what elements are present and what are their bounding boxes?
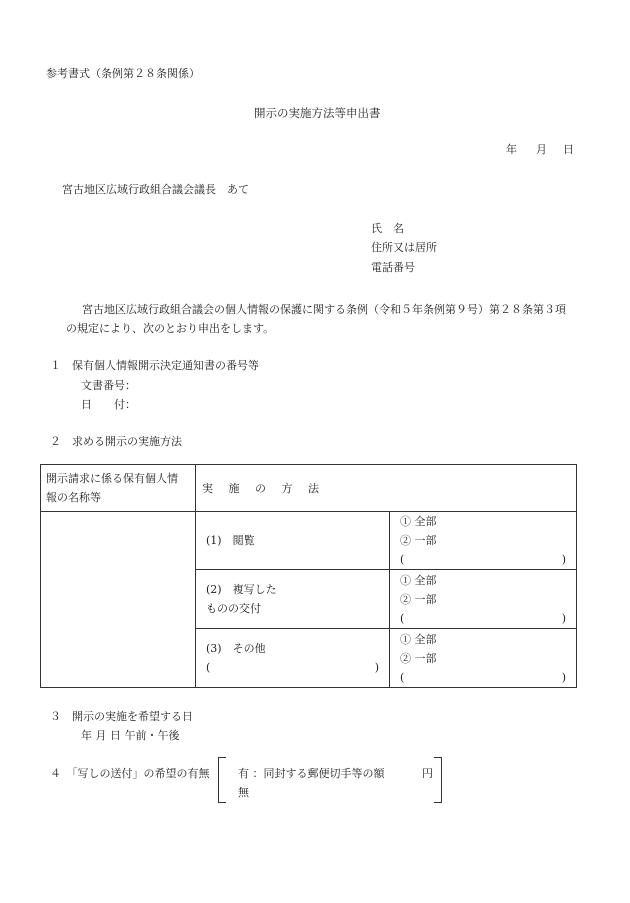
method-copy-label-2: ものの交付	[206, 602, 261, 615]
method-header-char: 法	[308, 482, 319, 495]
paren-close: )	[561, 670, 566, 684]
reference-format-label: 参考書式（条例第２８条関係）	[46, 67, 200, 80]
notice-date-label: 日 付：	[81, 398, 136, 411]
paren-open: (	[400, 553, 405, 566]
applicant-phone-label: 電話番号	[371, 261, 415, 274]
info-name-header-line-1: 開示請求に係る保有個人情	[46, 472, 178, 485]
options-other	[390, 629, 577, 688]
document-title: 開示の実施方法等申出書	[254, 106, 381, 120]
method-header-char: 施	[228, 482, 240, 495]
method-header-char: 実	[202, 482, 213, 495]
section2-heading: ２ 求める開示の実施方法	[50, 435, 182, 448]
addressee: 宮古地区広域行政組合議会議長 あて	[62, 183, 249, 196]
desired-date-line[interactable]: 年 月 日 午前・午後	[81, 729, 180, 742]
applicant-name-label: 氏 名	[371, 222, 404, 235]
method-other-detail[interactable]	[206, 658, 389, 677]
left-bracket	[218, 757, 226, 803]
option-part-detail[interactable]	[400, 550, 576, 569]
info-name-header-line-2: 報の名称等	[46, 491, 101, 504]
option-part-detail[interactable]	[400, 668, 576, 687]
method-header-char: 方	[281, 482, 293, 495]
applicant-address-label: 住所又は居所	[371, 241, 437, 254]
method-header-char: の	[255, 482, 266, 495]
method-other-label: (3) その他	[206, 642, 266, 655]
method-copy-label-1: (2) 複写した	[206, 583, 277, 596]
option-all[interactable]: ① 全部	[400, 632, 437, 646]
paren-open: (	[400, 670, 405, 684]
method-copy-delivery	[196, 570, 390, 629]
send-copy-yes[interactable]: 有 ：同封する郵便切手等の額	[238, 767, 385, 780]
option-part[interactable]: ② 一部	[400, 651, 437, 665]
info-name-header	[41, 465, 196, 512]
right-bracket	[434, 757, 442, 803]
option-all[interactable]: ① 全部	[400, 515, 437, 528]
section1-heading: １ 保有個人情報開示決定通知書の番号等	[50, 359, 259, 372]
disclosure-method-table	[40, 464, 577, 688]
paren-close: )	[561, 553, 566, 566]
option-all[interactable]: ① 全部	[400, 573, 437, 587]
date-month-label: 月	[536, 143, 547, 156]
method-inspection-label: (1) 閲覧	[206, 534, 255, 547]
method-other	[196, 629, 390, 688]
options-inspection	[390, 512, 577, 570]
section4-heading: ４ 「写しの送付」の希望の有無	[50, 767, 210, 780]
body-line-2: の規定により、次のとおり申出をします。	[66, 322, 275, 335]
paren-open: (	[400, 611, 405, 625]
body-line-1: 宮古地区広域行政組合議会の個人情報の保護に関する条例（令和５年条例第９号）第２８条第３項	[82, 303, 566, 316]
option-part[interactable]: ② 一部	[400, 534, 437, 547]
date-day-label: 日	[563, 143, 574, 156]
option-part-detail[interactable]	[400, 609, 576, 628]
send-copy-no[interactable]: 無	[238, 786, 249, 799]
option-part[interactable]: ② 一部	[400, 592, 437, 606]
document-number-label: 文書番号：	[81, 379, 136, 392]
section3-heading: ３ 開示の実施を希望する日	[50, 710, 193, 723]
yen-label: 円	[422, 767, 433, 780]
method-header	[196, 465, 577, 512]
paren-close: )	[374, 661, 379, 674]
paren-open: (	[206, 661, 211, 674]
date-year-label: 年	[506, 143, 517, 156]
options-copy-delivery	[390, 570, 577, 629]
paren-close: )	[561, 611, 566, 625]
method-inspection	[196, 512, 390, 570]
info-name-cell[interactable]	[41, 512, 196, 688]
